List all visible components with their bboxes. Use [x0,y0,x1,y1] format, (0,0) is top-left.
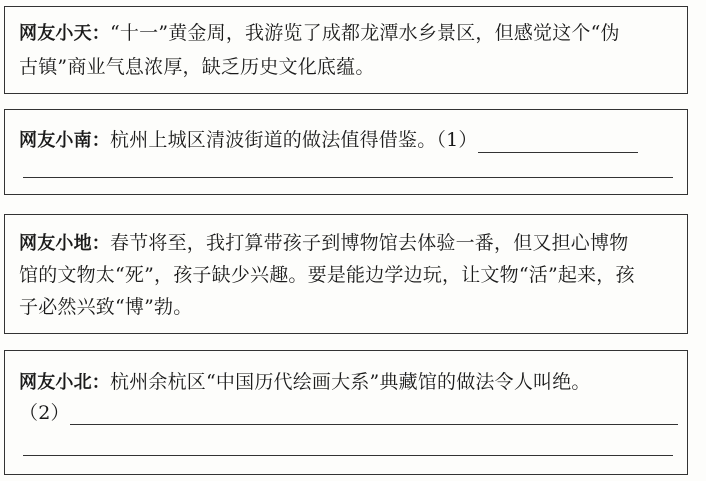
answer-blank-1[interactable] [478,132,638,153]
comment-text: “十一”黄金周，我游览了成都龙潭水乡景区，但感觉这个“伪 [110,22,620,44]
comment-line [19,55,375,79]
speaker-label: 网友小南： [19,130,110,151]
comment-text: 馆的文物太“死”，孩子缺少兴趣。要是能边学边玩，让文物“活”起来，孩 [19,264,635,286]
comment-box-xiaonan [4,109,688,195]
comment-box-xiaodi [4,214,688,334]
comment-text: （2） [19,402,70,424]
comment-line [19,128,638,153]
speaker-label: 网友小北： [19,372,110,393]
answer-blank-2[interactable] [70,404,678,425]
comment-text: 杭州余杭区“中国历代绘画大系”典藏馆的做法令人叫绝。 [110,371,591,393]
speaker-label: 网友小天： [19,23,110,44]
comment-text: 杭州上城区清波街道的做法值得借鉴。（1） [110,129,478,151]
comment-text: 春节将至，我打算带孩子到博物馆去体验一番，但又担心博物 [110,232,629,254]
answer-line[interactable] [23,177,673,178]
comment-box-xiaotian [4,6,688,94]
comment-line [19,231,628,256]
comment-text: 古镇”商业气息浓厚，缺乏历史文化底蕴。 [19,56,375,78]
comment-line [19,370,591,395]
comment-line [19,401,678,425]
answer-line[interactable] [23,455,673,456]
comment-line [19,263,635,287]
comment-box-xiaobei [4,350,688,475]
comment-line [19,21,620,46]
comment-text: 子必然兴致“博”勃。 [19,296,193,318]
speaker-label: 网友小地： [19,233,110,254]
comment-line [19,295,192,319]
